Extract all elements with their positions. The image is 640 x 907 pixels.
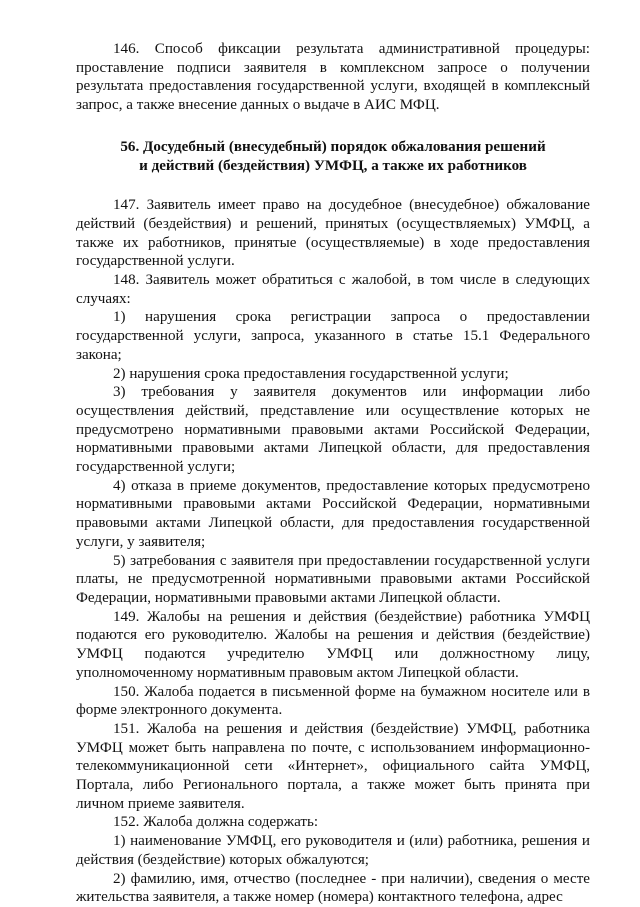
paragraph-152-item-2: 2) фамилию, имя, отчество (последнее - при наличии), сведения о месте жительства заявителя, а также номер (номера) контактного телефона, адрес <box>76 870 590 906</box>
paragraph-147: 147. Заявитель имеет право на досудебное (внесудебное) обжалование действий (бездействия) и решений, принятых (осуществляемых) УМФЦ, а также их работников, принятые (осуществляемые) в ходе предоставления государственной услуги. <box>76 197 590 270</box>
paragraph-148: 148. Заявитель может обратиться с жалобой, в том числе в следующих случаях: <box>76 272 590 307</box>
paragraph-146: 146. Способ фиксации результата административной процедуры: проставление подписи заявителя в комплексном запросе о получении результата предоставления государственной услуги, входящей в комплексный запрос, а также внесение данных о выдаче в АИС МФЦ. <box>76 41 590 114</box>
paragraph-148-item-2: 2) нарушения срока предоставления государственной услуги; <box>113 365 509 382</box>
section-heading-line-2: и действий (бездействия) УМФЦ, а также их работников <box>139 157 527 174</box>
paragraph-148-item-1: 1) нарушения срока регистрации запроса о предоставлении государственной услуги, запроса, указанного в статье 15.1 Федерального закона; <box>76 309 590 363</box>
paragraph-151: 151. Жалоба на решения и действия (бездействие) УМФЦ, работника УМФЦ может быть направлена по почте, с использованием информационно-телекоммуникационной сети «Интернет», официального сайта УМФЦ, Портала, либо Регионального портала, а также может быть принята при личном приеме заявителя. <box>76 720 590 812</box>
paragraph-152: 152. Жалоба должна содержать: <box>113 814 319 831</box>
document-page <box>76 40 590 907</box>
paragraph-148-item-5: 5) затребования с заявителя при предоставлении государственной услуги платы, не предусмотренной нормативными правовыми актами Российской Федерации, нормативными правовыми актами Липецкой области. <box>76 552 590 606</box>
paragraph-152-item-1: 1) наименование УМФЦ, его руководителя и (или) работника, решения и действия (бездействие) которых обжалуются; <box>76 833 590 868</box>
paragraph-149: 149. Жалобы на решения и действия (бездействие) работника УМФЦ подаются его руководителю. Жалобы на решения и действия (бездействие) УМФЦ подаются учредителю УМФЦ или должностному лицу, уполномоченному нормативным правовым актом Липецкой области. <box>76 608 590 681</box>
section-heading-56 <box>76 138 590 175</box>
paragraph-150: 150. Жалоба подается в письменной форме на бумажном носителе или в форме электронного документа. <box>76 683 590 719</box>
section-heading-line-1: 56. Досудебный (внесудебный) порядок обжалования решений <box>120 138 546 155</box>
paragraph-148-item-3: 3) требования у заявителя документов или информации либо осуществления действий, представление или осуществление которых не предусмотрено нормативными правовыми актами Российской Федерации, нормативными правовыми актами Липецкой области, для предоставления государственной услуги; <box>76 384 590 476</box>
paragraph-148-item-4: 4) отказа в приеме документов, предоставление которых предусмотрено нормативными правовыми актами Российской Федерации, нормативными правовыми актами Липецкой области, для предоставления государственной услуги, у заявителя; <box>76 477 590 550</box>
